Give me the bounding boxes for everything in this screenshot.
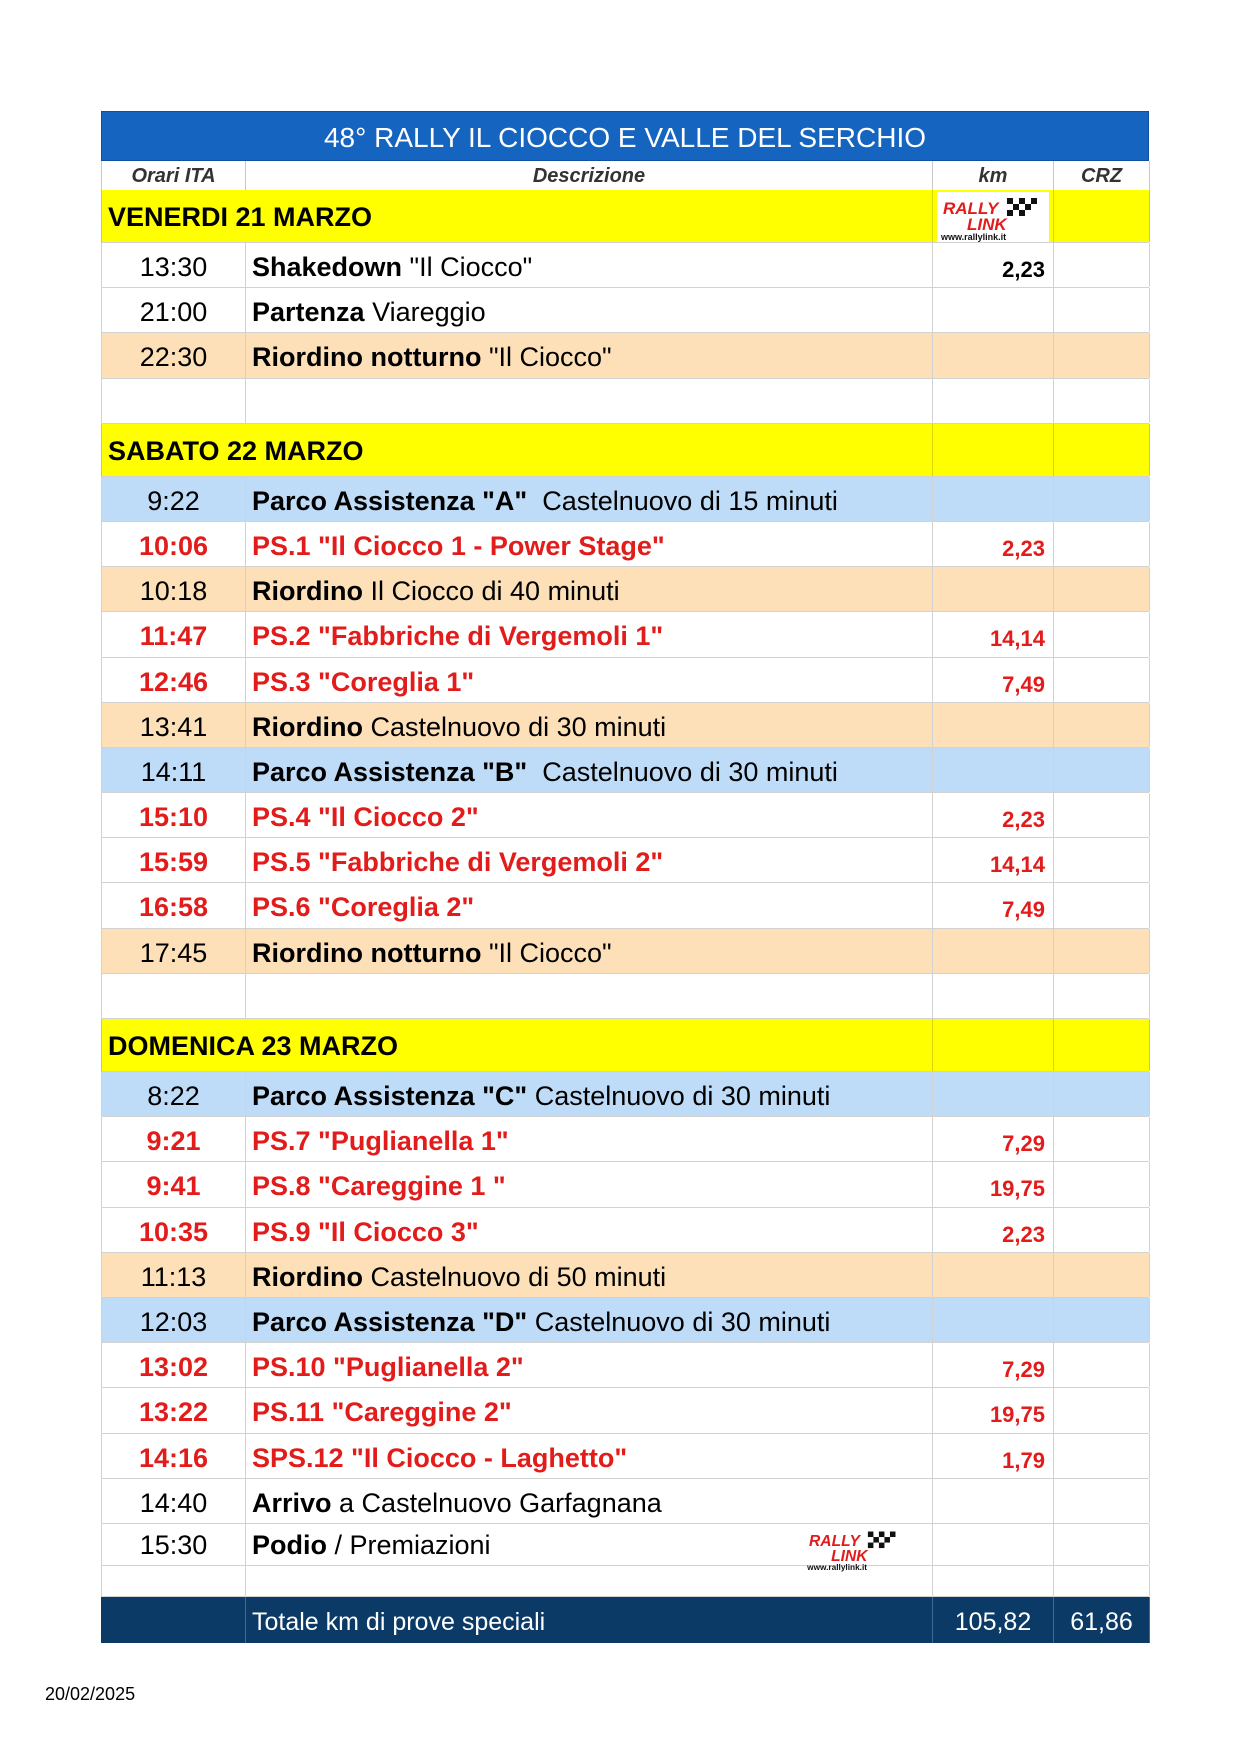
- empty-cell: [246, 974, 933, 1018]
- rallylink-logo: [802, 1526, 908, 1572]
- empty-row: [101, 379, 1149, 424]
- time-cell: 14:16: [102, 1434, 246, 1478]
- description-cell: [246, 477, 933, 521]
- schedule-row: [101, 1524, 1149, 1572]
- crz-cell: [1054, 522, 1150, 566]
- crz-cell: [1054, 883, 1150, 927]
- km-cell: 19,75: [933, 1388, 1054, 1432]
- km-cell: 14,14: [933, 612, 1054, 656]
- time-cell: 13:41: [102, 703, 246, 747]
- crz-cell: [1054, 288, 1150, 332]
- time-cell: 10:35: [102, 1208, 246, 1252]
- description-cell: [246, 703, 933, 747]
- km-cell: 14,14: [933, 838, 1054, 882]
- empty-cell: [102, 1597, 246, 1643]
- crz-cell: [1054, 658, 1150, 702]
- empty-cell: [1054, 1566, 1150, 1596]
- time-cell: 11:13: [102, 1253, 246, 1297]
- desc-bold: Parco Assistenza "D": [252, 1306, 528, 1337]
- time-cell: 15:59: [102, 838, 246, 882]
- stage-row: [101, 1162, 1149, 1207]
- empty-cell: [1054, 379, 1150, 423]
- time-cell: 12:46: [102, 658, 246, 702]
- empty-cell: [102, 1566, 246, 1596]
- km-cell: 1,79: [933, 1434, 1054, 1478]
- crz-cell: [1054, 793, 1150, 837]
- km-cell: [933, 333, 1054, 377]
- total-km: 105,82: [933, 1597, 1054, 1643]
- rallylink-logo: [937, 192, 1049, 244]
- description-cell: [246, 1298, 933, 1342]
- footer-date: 20/02/2025: [45, 1684, 136, 1704]
- desc-bold: Parco Assistenza "B": [252, 756, 528, 787]
- empty-cell: [102, 379, 246, 423]
- stage-row: [101, 1343, 1149, 1388]
- description-cell: [246, 1479, 933, 1523]
- time-cell: 10:06: [102, 522, 246, 566]
- schedule-row-riordino: [101, 1253, 1149, 1298]
- km-cell: 7,49: [933, 658, 1054, 702]
- time-cell: 13:22: [102, 1388, 246, 1432]
- crz-cell: [1054, 1208, 1150, 1252]
- crz-cell: [1054, 424, 1150, 476]
- crz-cell: [1054, 567, 1150, 611]
- crz-cell: [1054, 243, 1150, 287]
- time-cell: 9:21: [102, 1117, 246, 1161]
- empty-row: [101, 974, 1149, 1019]
- desc-rest: Castelnuovo di 50 minuti: [362, 1261, 667, 1292]
- empty-row: [101, 1566, 1149, 1597]
- header-crz: CRZ: [1054, 161, 1150, 190]
- day-row-saturday: [101, 424, 1149, 477]
- schedule-row: [101, 1479, 1149, 1524]
- km-cell: 7,29: [933, 1343, 1054, 1387]
- km-cell: [933, 1479, 1054, 1523]
- column-headers: [101, 161, 1149, 190]
- day-label: VENERDI 21 MARZO: [102, 190, 933, 242]
- time-cell: 9:41: [102, 1162, 246, 1206]
- description-cell: [246, 1524, 933, 1572]
- stage-name: PS.10 "Puglianella 2": [246, 1343, 933, 1387]
- empty-cell: [933, 974, 1054, 1018]
- desc-bold: Arrivo: [252, 1487, 332, 1518]
- schedule-row-riordino: [101, 929, 1149, 974]
- desc-rest: Castelnuovo di 30 minuti: [527, 1306, 831, 1337]
- header-km: km: [933, 161, 1054, 190]
- km-cell: [933, 424, 1054, 476]
- empty-cell: [933, 379, 1054, 423]
- stage-name: PS.9 "Il Ciocco 3": [246, 1208, 933, 1252]
- day-row-friday: [101, 190, 1149, 243]
- description-cell: [246, 1253, 933, 1297]
- desc-rest: "Il Ciocco": [481, 937, 612, 968]
- km-cell: 19,75: [933, 1162, 1054, 1206]
- schedule-row-riordino: [101, 333, 1149, 378]
- crz-cell: [1054, 1019, 1150, 1071]
- crz-cell: [1054, 703, 1150, 747]
- stage-name: PS.1 "Il Ciocco 1 - Power Stage": [246, 522, 933, 566]
- schedule-row-assistenza: [101, 1072, 1149, 1117]
- stage-row: [101, 793, 1149, 838]
- km-cell: [933, 477, 1054, 521]
- schedule-row-assistenza: [101, 748, 1149, 793]
- time-cell: 10:18: [102, 567, 246, 611]
- empty-cell: [246, 379, 933, 423]
- desc-bold: Riordino: [252, 711, 363, 742]
- stage-row: [101, 1388, 1149, 1433]
- stage-row: [101, 883, 1149, 928]
- schedule-row: [101, 243, 1149, 288]
- desc-rest: Il Ciocco di 40 minuti: [362, 576, 620, 607]
- stage-name: SPS.12 "Il Ciocco - Laghetto": [246, 1434, 933, 1478]
- stage-name: PS.6 "Coreglia 2": [246, 883, 933, 927]
- time-cell: 9:22: [102, 477, 246, 521]
- page-title: 48° RALLY IL CIOCCO E VALLE DEL SERCHIO: [101, 111, 1149, 161]
- schedule-table: [101, 111, 1149, 1643]
- description-cell: [246, 333, 933, 377]
- schedule-row-assistenza: [101, 477, 1149, 522]
- km-cell: [933, 567, 1054, 611]
- crz-cell: [1054, 1253, 1150, 1297]
- desc-rest: Castelnuovo di 15 minuti: [527, 485, 838, 516]
- desc-rest: Viareggio: [364, 297, 486, 328]
- logo-url: www.rallylink.it: [941, 232, 1007, 242]
- stage-name: PS.8 "Careggine 1 ": [246, 1162, 933, 1206]
- desc-bold: Riordino notturno: [252, 342, 482, 373]
- crz-cell: [1054, 1298, 1150, 1342]
- crz-cell: [1054, 1072, 1150, 1116]
- description-cell: [246, 929, 933, 973]
- km-cell: 7,49: [933, 883, 1054, 927]
- km-cell: 2,23: [933, 793, 1054, 837]
- desc-rest: Castelnuovo di 30 minuti: [527, 1081, 831, 1111]
- time-cell: 8:22: [102, 1072, 246, 1116]
- crz-cell: [1054, 1479, 1150, 1523]
- empty-cell: [102, 974, 246, 1018]
- day-label: SABATO 22 MARZO: [102, 424, 933, 476]
- time-cell: 15:30: [102, 1524, 246, 1565]
- crz-cell: [1054, 1117, 1150, 1161]
- time-cell: 14:11: [102, 748, 246, 792]
- crz-cell: [1054, 190, 1150, 242]
- desc-bold: Riordino: [252, 576, 363, 607]
- desc-rest: Castelnuovo di 30 minuti: [362, 711, 667, 742]
- time-cell: 21:00: [102, 288, 246, 332]
- km-cell: 7,29: [933, 1117, 1054, 1161]
- day-label: DOMENICA 23 MARZO: [102, 1019, 933, 1071]
- crz-cell: [1054, 477, 1150, 521]
- description-cell: [246, 243, 933, 287]
- schedule-row-riordino: [101, 703, 1149, 748]
- stage-row: [101, 658, 1149, 703]
- stage-name: PS.5 "Fabbriche di Vergemoli 2": [246, 838, 933, 882]
- logo-line2: LINK: [831, 1547, 868, 1565]
- crz-cell: [1054, 1434, 1150, 1478]
- description-cell: [246, 288, 933, 332]
- description-cell: [246, 748, 933, 792]
- crz-cell: [1054, 929, 1150, 973]
- schedule-row: [101, 288, 1149, 333]
- stage-name: PS.11 "Careggine 2": [246, 1388, 933, 1432]
- stage-row: [101, 1434, 1149, 1479]
- km-cell: [933, 1524, 1054, 1565]
- km-cell: [933, 1072, 1054, 1116]
- logo-line1: RALLY: [943, 199, 999, 218]
- desc-rest: "Il Ciocco": [402, 252, 533, 282]
- desc-bold: Shakedown: [252, 252, 403, 282]
- logo-line2: LINK: [967, 215, 1007, 234]
- crz-cell: [1054, 748, 1150, 792]
- header-description: Descrizione: [246, 161, 933, 190]
- desc-rest: Castelnuovo di 30 minuti: [527, 756, 838, 787]
- km-cell: 2,23: [933, 1208, 1054, 1252]
- desc-bold: Parco Assistenza "A": [252, 485, 528, 516]
- stage-name: PS.3 "Coreglia 1": [246, 658, 933, 702]
- crz-cell: [1054, 1524, 1150, 1565]
- empty-cell: [1054, 974, 1150, 1018]
- time-cell: 16:58: [102, 883, 246, 927]
- km-cell: 2,23: [933, 243, 1054, 287]
- km-cell: [933, 929, 1054, 973]
- stage-row: [101, 1117, 1149, 1162]
- description-cell: [246, 1072, 933, 1116]
- stage-row: [101, 1208, 1149, 1253]
- time-cell: 14:40: [102, 1479, 246, 1523]
- description-cell: [246, 567, 933, 611]
- logo-line1: RALLY: [809, 1533, 860, 1551]
- time-cell: 13:30: [102, 243, 246, 287]
- desc-rest: a Castelnuovo Garfagnana: [331, 1487, 662, 1518]
- time-cell: 22:30: [102, 333, 246, 377]
- total-row: [101, 1597, 1149, 1643]
- crz-cell: [1054, 333, 1150, 377]
- day-row-sunday: [101, 1019, 1149, 1072]
- empty-cell: [933, 1566, 1054, 1596]
- stage-name: PS.7 "Puglianella 1": [246, 1117, 933, 1161]
- crz-cell: [1054, 612, 1150, 656]
- km-cell: [933, 288, 1054, 332]
- time-cell: 12:03: [102, 1298, 246, 1342]
- crz-cell: [1054, 1388, 1150, 1432]
- desc-bold: Partenza: [252, 297, 365, 328]
- desc-bold: Riordino: [252, 1261, 363, 1292]
- time-cell: 11:47: [102, 612, 246, 656]
- logo-url: www.rallylink.it: [807, 1563, 868, 1572]
- header-time: Orari ITA: [102, 161, 246, 190]
- km-cell: [933, 1253, 1054, 1297]
- crz-cell: [1054, 1162, 1150, 1206]
- crz-cell: [1054, 838, 1150, 882]
- km-cell: [933, 1019, 1054, 1071]
- desc-rest: / Premiazioni: [327, 1529, 491, 1560]
- km-cell: [933, 1298, 1054, 1342]
- logo-cell: [933, 190, 1054, 242]
- time-cell: 13:02: [102, 1343, 246, 1387]
- schedule-row-riordino: [101, 567, 1149, 612]
- total-label: Totale km di prove speciali: [246, 1597, 933, 1643]
- stage-row: [101, 612, 1149, 657]
- total-crz: 61,86: [1054, 1597, 1150, 1643]
- time-cell: 15:10: [102, 793, 246, 837]
- stage-row: [101, 838, 1149, 883]
- km-cell: 2,23: [933, 522, 1054, 566]
- time-cell: 17:45: [102, 929, 246, 973]
- desc-bold: Podio: [252, 1529, 327, 1560]
- km-cell: [933, 748, 1054, 792]
- km-cell: [933, 703, 1054, 747]
- stage-name: PS.2 "Fabbriche di Vergemoli 1": [246, 612, 933, 656]
- stage-name: PS.4 "Il Ciocco 2": [246, 793, 933, 837]
- desc-bold: Riordino notturno: [252, 937, 482, 968]
- desc-bold: Parco Assistenza "C": [252, 1081, 528, 1111]
- stage-row: [101, 522, 1149, 567]
- crz-cell: [1054, 1343, 1150, 1387]
- schedule-row-assistenza: [101, 1298, 1149, 1343]
- desc-rest: "Il Ciocco": [481, 342, 612, 373]
